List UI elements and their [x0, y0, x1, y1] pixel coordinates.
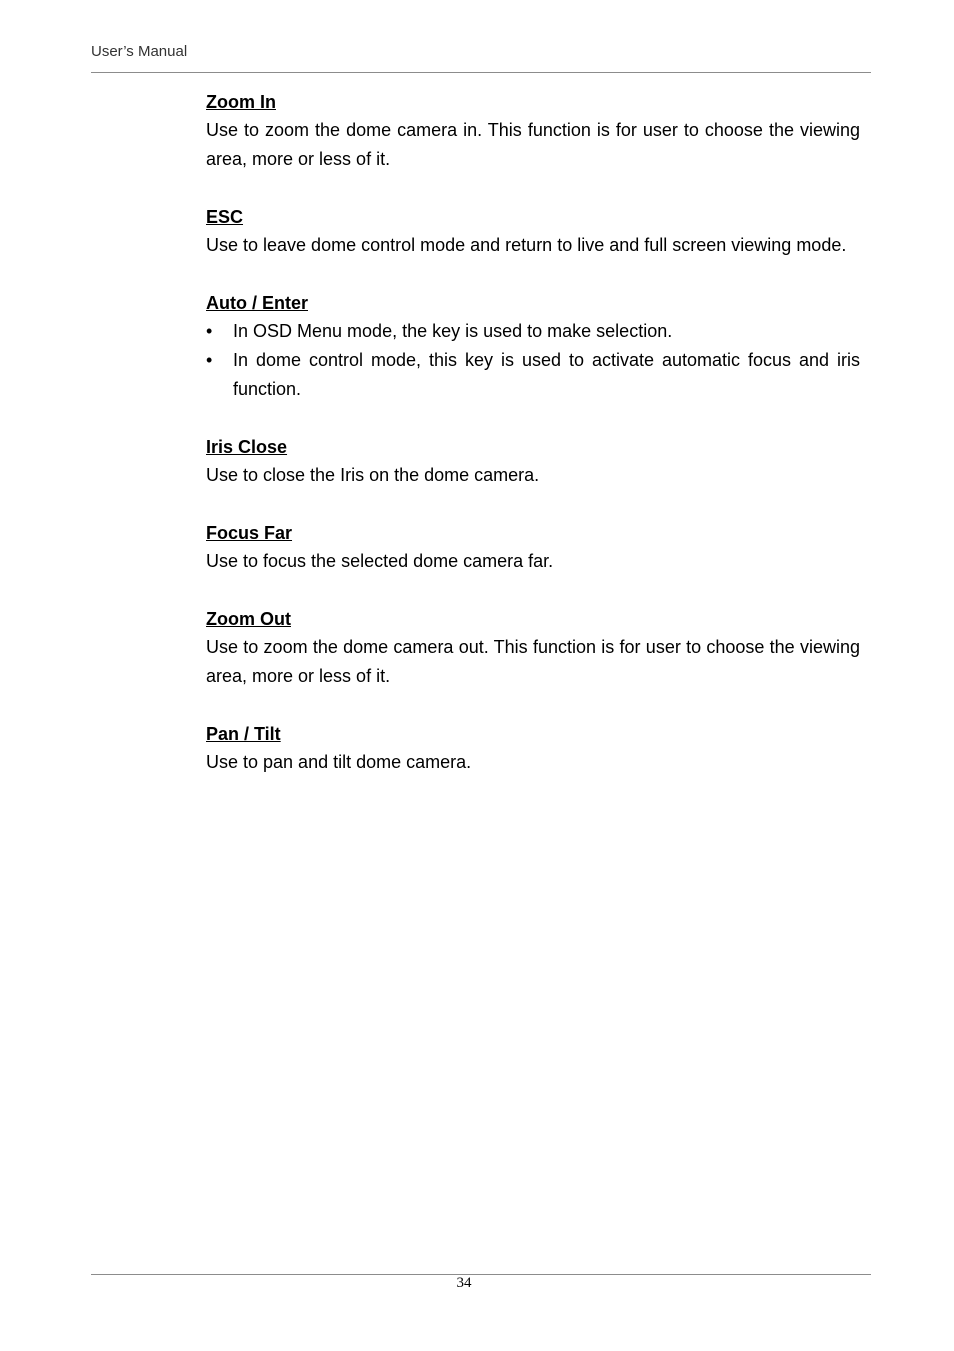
section-title: ESC — [206, 207, 244, 227]
running-header: User’s Manual — [91, 43, 188, 60]
header-divider — [91, 72, 871, 73]
section-text: Use to zoom the dome camera in. This function is for user to choose the viewing area, more or less of it. — [206, 120, 860, 169]
section-title: Focus Far — [206, 523, 293, 543]
section-zoom-out — [206, 605, 860, 691]
list-item-text: In dome control mode, this key is used to activate automatic focus and iris function. — [233, 350, 860, 399]
section-iris-close — [206, 433, 860, 490]
list-item-text: In OSD Menu mode, the key is used to make selection. — [233, 321, 673, 341]
section-text: Use to close the Iris on the dome camera. — [206, 465, 540, 485]
list-item — [206, 317, 860, 346]
page-number: 34 — [456, 1275, 472, 1291]
section-text: Use to focus the selected dome camera far. — [206, 551, 554, 571]
section-title: Pan / Tilt — [206, 724, 281, 744]
section-title: Auto / Enter — [206, 293, 308, 313]
section-title: Zoom Out — [206, 609, 291, 629]
section-title: Zoom In — [206, 92, 276, 112]
manual-content — [206, 88, 860, 806]
section-title: Iris Close — [206, 437, 288, 457]
section-focus-far — [206, 519, 860, 576]
section-pan-tilt — [206, 720, 860, 777]
bullet-list — [206, 317, 860, 404]
bullet-icon: • — [206, 321, 213, 341]
list-item — [206, 346, 860, 404]
section-text: Use to zoom the dome camera out. This function is for user to choose the viewing area, more or less of it. — [206, 637, 860, 686]
section-text: Use to leave dome control mode and return to live and full screen viewing mode. — [206, 235, 847, 255]
section-esc — [206, 203, 860, 260]
section-zoom-in — [206, 88, 860, 174]
bullet-icon: • — [206, 350, 213, 370]
section-auto-enter — [206, 289, 860, 404]
section-text: Use to pan and tilt dome camera. — [206, 752, 472, 772]
